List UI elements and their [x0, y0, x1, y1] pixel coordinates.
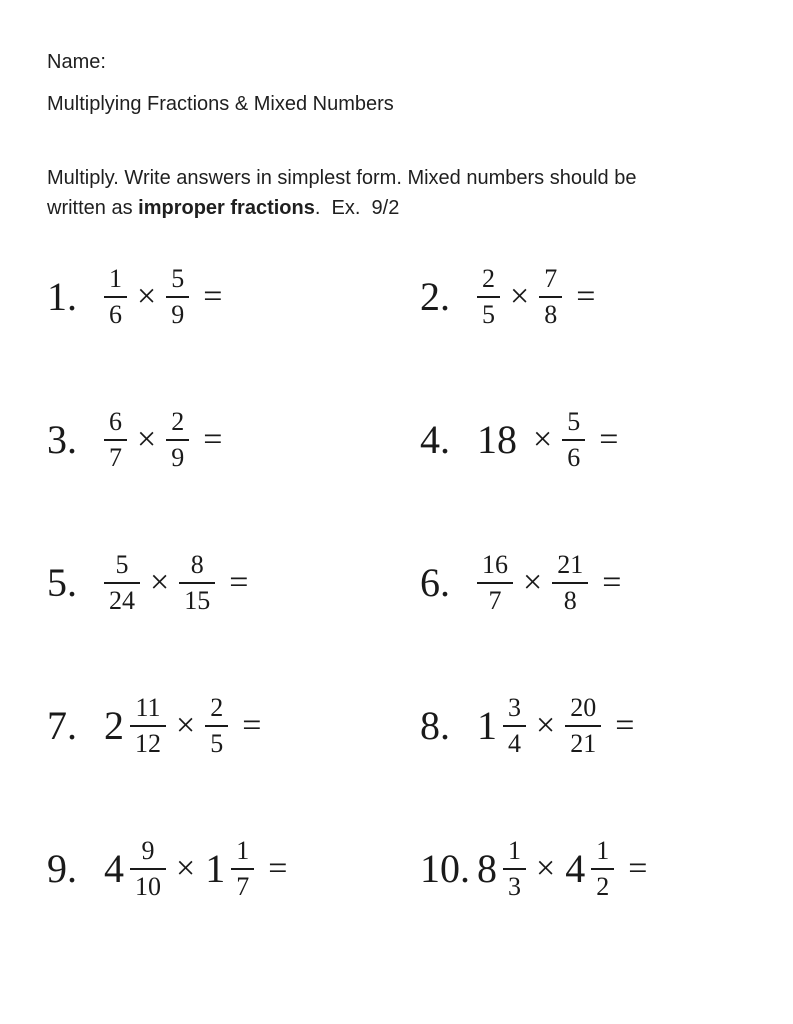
fraction-a: [130, 836, 166, 902]
problem-number: 1.: [47, 274, 77, 319]
numerator: 5: [567, 406, 581, 436]
fraction-b: [166, 264, 189, 330]
page-title: Multiplying Fractions & Mixed Numbers: [47, 93, 394, 115]
fraction-b: [552, 550, 588, 616]
problem-9: [47, 797, 420, 940]
numerator: 5: [171, 263, 185, 293]
numerator: 2: [171, 406, 185, 436]
expression: [477, 264, 595, 330]
numerator: 21: [557, 549, 584, 579]
expression: [104, 550, 248, 616]
denominator: 6: [109, 299, 122, 329]
numerator: 1: [508, 835, 521, 865]
problems-grid: [47, 225, 763, 940]
numerator: 7: [544, 263, 558, 293]
name-label: Name:: [47, 51, 106, 73]
equals-sign: =: [602, 563, 622, 601]
problem-number: 4.: [420, 417, 450, 462]
fraction-b: [179, 550, 215, 616]
multiply-sign: ×: [150, 563, 170, 601]
problem-7: [47, 654, 420, 797]
multiply-sign: ×: [176, 849, 196, 887]
equals-sign: =: [242, 706, 262, 744]
denominator: 7: [109, 442, 122, 472]
multiply-sign: ×: [176, 706, 196, 744]
denominator: 6: [567, 442, 581, 472]
numerator: 3: [508, 692, 521, 722]
numerator: 8: [190, 549, 204, 579]
fraction-b: [562, 407, 585, 473]
worksheet-page: [47, 50, 763, 940]
denominator: 7: [236, 871, 250, 901]
instructions-line1: Multiply. Write answers in simplest form. Mixed numbers should be: [47, 167, 637, 189]
whole-number: 8: [477, 846, 497, 891]
fraction-a: [104, 407, 127, 473]
numerator: 6: [109, 406, 122, 436]
equals-sign: =: [203, 277, 223, 315]
fraction-a: [503, 836, 526, 902]
expression: [104, 264, 222, 330]
fraction-a: [503, 693, 526, 759]
problem-number: 9.: [47, 846, 77, 891]
fraction-a: [104, 264, 127, 330]
expression: [477, 407, 618, 473]
equals-sign: =: [615, 706, 635, 744]
denominator: 2: [596, 871, 610, 901]
denominator: 4: [508, 728, 521, 758]
equals-sign: =: [229, 563, 249, 601]
multiply-sign: ×: [510, 277, 530, 315]
fraction-b: [231, 836, 254, 902]
equals-sign: =: [576, 277, 596, 315]
problem-4: [420, 368, 763, 511]
problem-number: 6.: [420, 560, 450, 605]
multiply-sign: ×: [523, 563, 543, 601]
multiply-sign: ×: [536, 706, 556, 744]
instructions-bold: improper fractions: [138, 197, 315, 219]
problem-number: 10.: [420, 846, 470, 891]
numerator: 2: [210, 692, 224, 722]
problem-number: 7.: [47, 703, 77, 748]
instructions-line2-suffix: . Ex. 9/2: [314, 197, 400, 219]
fraction-a: [477, 550, 513, 616]
denominator: 21: [570, 728, 597, 758]
denominator: 10: [135, 871, 161, 901]
multiply-sign: ×: [137, 277, 157, 315]
whole-number: 1: [205, 846, 226, 891]
numerator: 2: [482, 263, 495, 293]
instructions-line2-prefix: written as: [47, 197, 139, 219]
denominator: 9: [171, 299, 185, 329]
whole-number: 2: [104, 703, 124, 748]
expression: [477, 836, 647, 902]
fraction-a: [104, 550, 140, 616]
expression: [104, 693, 261, 759]
equals-sign: =: [628, 849, 648, 887]
denominator: 7: [488, 585, 502, 615]
multiply-sign: ×: [137, 420, 157, 458]
denominator: 5: [210, 728, 224, 758]
denominator: 15: [184, 585, 211, 615]
expression: [104, 836, 287, 902]
equals-sign: =: [203, 420, 223, 458]
numerator: 1: [109, 263, 122, 293]
expression: [477, 550, 621, 616]
denominator: 9: [171, 442, 185, 472]
numerator: 16: [482, 549, 508, 579]
denominator: 3: [508, 871, 521, 901]
whole-number: 1: [477, 703, 497, 748]
numerator: 1: [596, 835, 610, 865]
whole-number: 4: [565, 846, 586, 891]
problem-number: 3.: [47, 417, 77, 462]
problem-2: [420, 225, 763, 368]
fraction-b: [166, 407, 189, 473]
fraction-b: [565, 693, 601, 759]
denominator: 12: [135, 728, 161, 758]
numerator: 9: [141, 835, 155, 865]
problem-10: [420, 797, 763, 940]
fraction-b: [205, 693, 228, 759]
problem-8: [420, 654, 763, 797]
expression: [104, 407, 222, 473]
problem-5: [47, 511, 420, 654]
problem-number: 8.: [420, 703, 450, 748]
denominator: 24: [109, 585, 135, 615]
expression: [477, 693, 634, 759]
numerator: 20: [570, 692, 597, 722]
numerator: 5: [115, 549, 129, 579]
multiply-sign: ×: [536, 849, 556, 887]
problem-3: [47, 368, 420, 511]
fraction-b: [539, 264, 562, 330]
fraction-b: [591, 836, 614, 902]
whole-number: 18: [477, 417, 517, 462]
denominator: 8: [563, 585, 577, 615]
denominator: 5: [482, 299, 495, 329]
instructions: [47, 163, 717, 223]
problem-6: [420, 511, 763, 654]
problem-number: 2.: [420, 274, 450, 319]
whole-number: 4: [104, 846, 124, 891]
multiply-sign: ×: [533, 420, 553, 458]
numerator: 11: [135, 692, 161, 722]
problem-number: 5.: [47, 560, 77, 605]
denominator: 8: [544, 299, 558, 329]
fraction-a: [130, 693, 166, 759]
numerator: 1: [236, 835, 250, 865]
equals-sign: =: [268, 849, 288, 887]
equals-sign: =: [599, 420, 619, 458]
fraction-a: [477, 264, 500, 330]
problem-1: [47, 225, 420, 368]
